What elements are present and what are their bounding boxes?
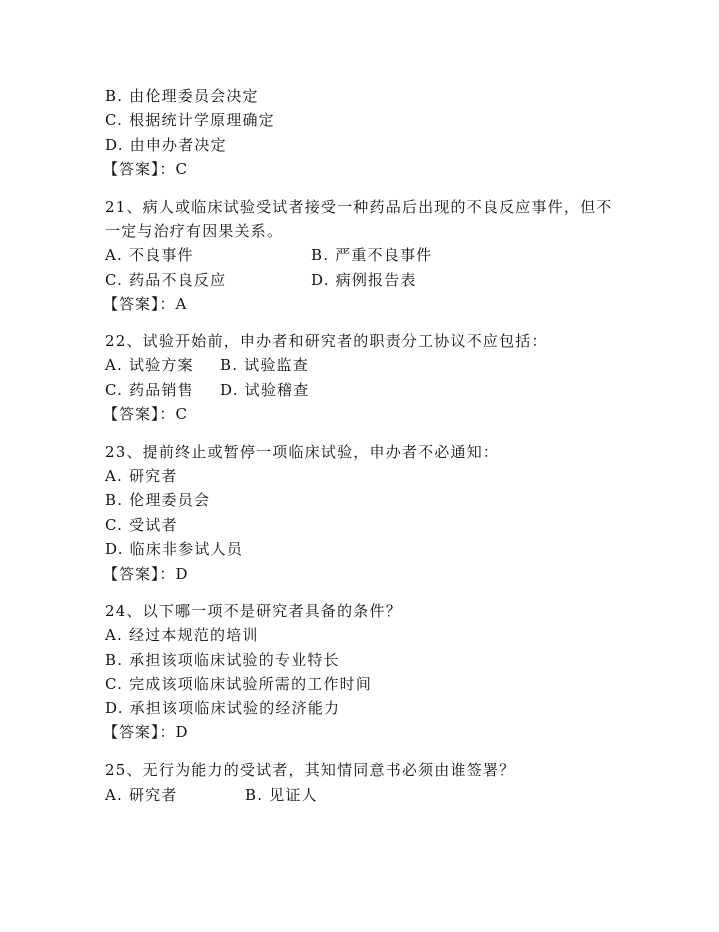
q24-stem: 24、以下哪一项不是研究者具备的条件？ (105, 602, 402, 620)
q22-answer: 【答案】：C (103, 405, 188, 423)
q24-option-c: C. 完成该项临床试验所需的工作时间 (105, 675, 373, 693)
q23-option-b: B. 伦理委员会 (105, 491, 211, 509)
q21-stem-line1: 21、病人或临床试验受试者接受一种药品后出现的不良反应事件，但不 (105, 198, 613, 216)
q23-answer: 【答案】：D (103, 565, 189, 583)
q20-option-d: D. 由申办者决定 (105, 136, 227, 154)
q23-option-c: C. 受试者 (105, 516, 178, 534)
q22-option-b: B. 试验监查 (220, 356, 309, 374)
q25-option-b: B. 见证人 (245, 786, 318, 804)
q22-option-a: A. 试验方案 (105, 356, 194, 374)
q22-option-d: D. 试验稽查 (220, 381, 310, 399)
q23-option-d: D. 临床非参试人员 (105, 540, 244, 558)
q24-answer: 【答案】：D (103, 723, 189, 741)
q24-option-a: A. 经过本规范的培训 (105, 626, 259, 644)
q21-option-c: C. 药品不良反应 (105, 271, 227, 289)
q21-stem-line2: 一定与治疗有因果关系。 (105, 222, 284, 240)
q20-option-c: C. 根据统计学原理确定 (105, 111, 275, 129)
q22-stem: 22、试验开始前，申办者和研究者的职责分工协议不应包括： (105, 332, 548, 350)
q20-option-b: B. 由伦理委员会决定 (105, 87, 259, 105)
q20-answer: 【答案】：C (103, 160, 188, 178)
q24-option-d: D. 承担该项临床试验的经济能力 (105, 699, 341, 717)
q25-stem: 25、无行为能力的受试者，其知情同意书必须由谁签署？ (105, 761, 516, 779)
q23-option-a: A. 研究者 (105, 467, 178, 485)
q21-answer: 【答案】：A (103, 295, 188, 313)
q24-option-b: B. 承担该项临床试验的专业特长 (105, 651, 340, 669)
q21-option-d: D. 病例报告表 (311, 271, 417, 289)
q25-option-a: A. 研究者 (105, 786, 178, 804)
q22-option-c: C. 药品销售 (105, 381, 194, 399)
q21-option-a: A. 不良事件 (105, 246, 194, 264)
q21-option-b: B. 严重不良事件 (311, 246, 433, 264)
q23-stem: 23、提前终止或暂停一项临床试验，申办者不必通知： (105, 443, 500, 461)
